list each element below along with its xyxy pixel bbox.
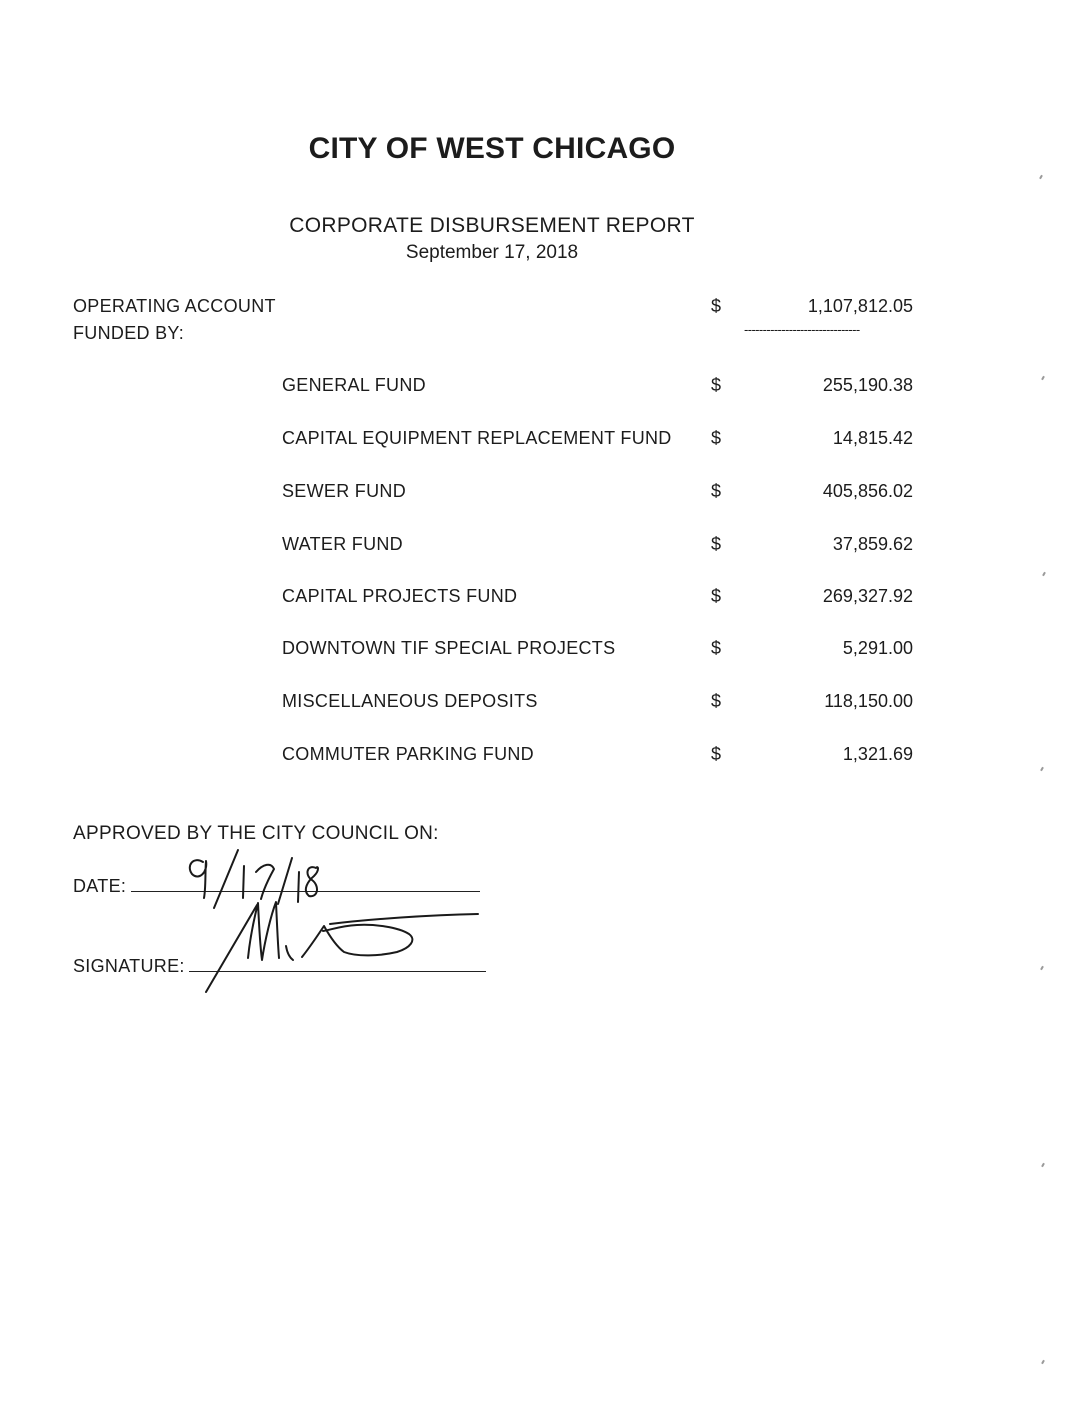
fund-name: DOWNTOWN TIF SPECIAL PROJECTS: [282, 638, 616, 658]
funded-by-label: FUNDED BY:: [73, 323, 185, 343]
date-label: DATE:: [73, 876, 127, 896]
approval-heading: APPROVED BY THE CITY COUNCIL ON:: [73, 823, 439, 844]
fund-amount: 118,150.00: [824, 691, 913, 711]
operating-currency: $: [711, 296, 722, 316]
fund-name: CAPITAL PROJECTS FUND: [282, 586, 518, 606]
fund-amount: 1,321.69: [842, 744, 913, 764]
signature-label: SIGNATURE:: [73, 956, 185, 976]
fund-name: CAPITAL EQUIPMENT REPLACEMENT FUND: [282, 428, 672, 448]
fund-currency: $: [711, 534, 722, 554]
fund-amount: 14,815.42: [832, 428, 913, 448]
fund-currency: $: [711, 691, 722, 711]
report-date: September 17, 2018: [405, 242, 579, 263]
fund-name: COMMUTER PARKING FUND: [282, 744, 534, 764]
fund-currency: $: [711, 744, 722, 764]
fund-amount: 255,190.38: [822, 375, 913, 395]
fund-currency: $: [711, 375, 722, 395]
fund-currency: $: [711, 428, 722, 448]
fund-amount: 405,856.02: [822, 481, 913, 501]
fund-amount: 5,291.00: [842, 638, 913, 658]
operating-amount: 1,107,812.05: [807, 296, 913, 316]
report-name: CORPORATE DISBURSEMENT REPORT: [289, 214, 695, 237]
fund-name: SEWER FUND: [282, 481, 406, 501]
fund-name: MISCELLANEOUS DEPOSITS: [282, 691, 538, 711]
fund-currency: $: [711, 481, 722, 501]
fund-name: GENERAL FUND: [282, 375, 426, 395]
fund-currency: $: [711, 638, 722, 658]
total-rule: -------------------------------: [744, 322, 860, 337]
fund-currency: $: [711, 586, 722, 606]
page-title: CITY OF WEST CHICAGO: [308, 132, 676, 165]
fund-amount: 37,859.62: [832, 534, 913, 554]
fund-name: WATER FUND: [282, 534, 403, 554]
fund-amount: 269,327.92: [822, 586, 913, 606]
operating-account-label: OPERATING ACCOUNT: [73, 296, 276, 316]
